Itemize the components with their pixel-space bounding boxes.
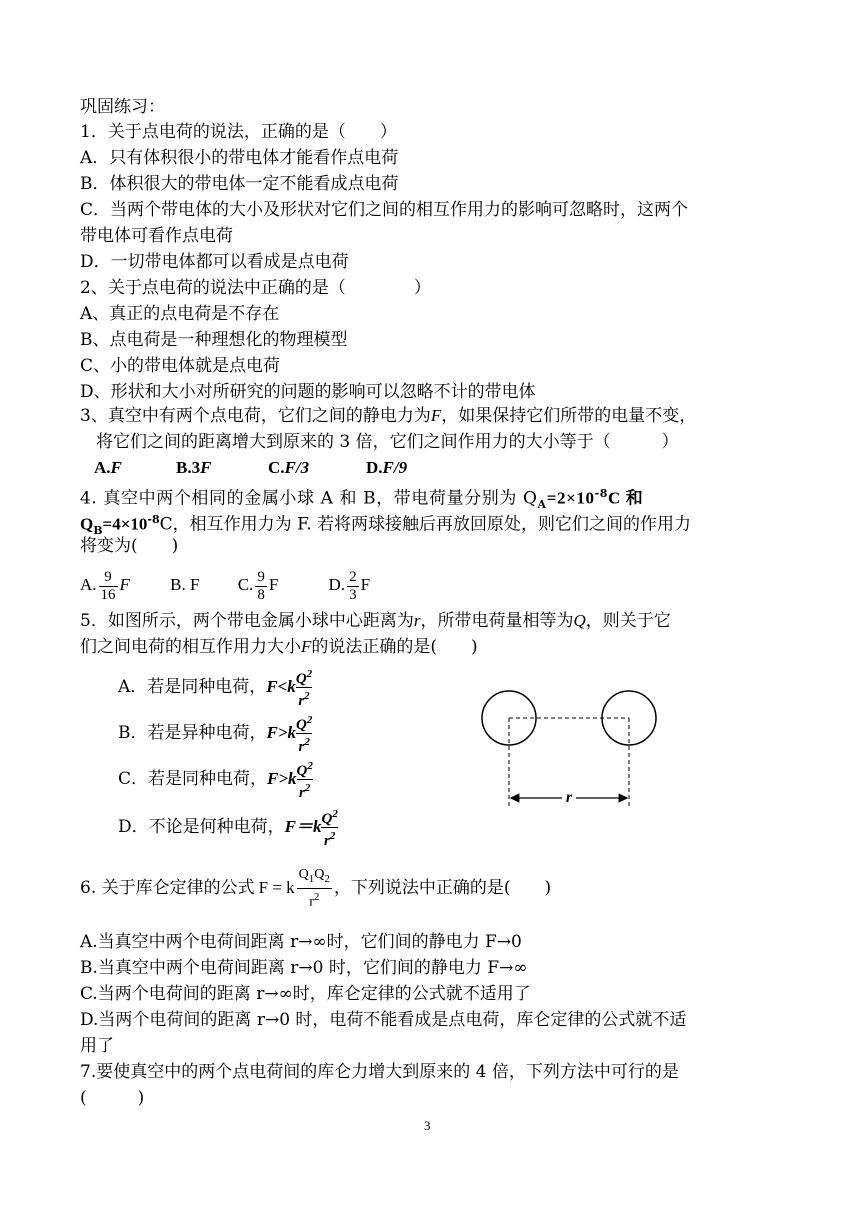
q4-c-label: C. [237,575,254,594]
q5-b-fraction [296,712,312,755]
q1-stem: 1．关于点电荷的说法，正确的是（ ） [80,122,397,142]
q5-stem-b: ，所带电荷量相等为 [420,611,574,631]
q5-c-text: C．若是同种电荷， [118,769,268,789]
q3-b-value: F [200,458,212,477]
q2-option-a: A、真正的点电荷是不存在 [80,304,280,324]
q5-d-num: Q [321,811,333,827]
q3-stem-line2: 将它们之间的距离增大到原来的 3 倍，它们之间作用力的大小等于（ ） [96,432,679,452]
q4-a-fraction [99,569,118,604]
q5-d-rel: F＝k [284,817,322,836]
q2-option-b: B、点电荷是一种理想化的物理模型 [80,330,348,350]
q5-c-num: Q [296,763,308,779]
q5-a-den: r [298,693,305,709]
q5-c-den: r [299,785,305,801]
q7-stem-line1: 7.要使真空中的两个点电荷间的库仑力增大到原来的 4 倍，下列方法中可行的是 [80,1062,679,1082]
q5-a-fraction [296,666,312,709]
q4-a-label: A. [80,575,97,594]
q5-b-num-exp: 2 [306,714,313,726]
q5-b-num: Q [296,717,307,733]
q5-c-rel: F>k [267,769,297,788]
q4-a-den: 16 [100,586,116,603]
q5-c-num-exp: 2 [307,760,313,772]
q4-options [80,565,370,605]
q6-num-q1: Q [298,867,309,883]
q4-stem-text: 4. 真空中两个相同的金属小球 A 和 B，带电荷量分别为 Q [80,488,538,509]
q4-unit-a: C 和 [607,488,644,508]
q2-stem: 2、关于点电荷的说法中正确的是（ ） [80,278,431,298]
q5-var-q: Q [573,611,586,630]
q5-d-den: r [323,833,330,849]
q4-sub-b: B [93,524,103,538]
q5-option-b [118,712,313,755]
q7-stem-line2: ( ) [80,1088,145,1108]
q6-den-exp: 2 [313,891,320,904]
q6-option-d-line1: D.当两个电荷间的距离 r→0 时，电荷不能看成是点电荷，库仑定律的公式就不适 [80,1010,687,1030]
q5-stem-a: 5．如图所示，两个带电金属小球中心距离为 [80,611,414,631]
q4-value-b: =4×10 [102,514,148,534]
q4-q-b: Q [80,514,94,534]
q6-stem-a: 6. 关于库仑定律的公式 [80,878,255,898]
q4-c-f: F [268,575,279,594]
q6-formula-lhs: F = k [258,878,295,897]
q4-c-fraction [255,569,267,604]
q5-b-text: B．若是异种电荷， [118,723,267,743]
q5-d-fraction [321,806,337,849]
q3-d-label: D. [366,458,383,477]
q5-a-num: Q [295,671,307,687]
q4-sub-a: A [537,498,547,512]
q5-option-a [118,666,313,709]
q5-a-rel: F<k [266,677,296,696]
q4-d-label: D. [328,575,346,594]
q5-stem-line1 [80,611,671,631]
q6-option-b: B.当真空中两个电荷间距离 r→0 时，它们间的静电力 F→∞ [80,958,528,978]
q5-a-den-exp: 2 [304,690,310,702]
q5-d-den-exp: 2 [329,830,336,842]
q1-option-c-line2: 带电体可看作点电荷 [80,226,233,246]
q4-d-den: 3 [349,586,357,603]
q3-option-a [94,458,122,478]
q6-num-sub1: 1 [308,873,315,886]
q4-exp-b: -8 [147,513,160,526]
q4-option-c [237,568,279,603]
q5-option-d [118,806,338,849]
two-spheres-figure [470,680,670,810]
q3-d-value: F/9 [382,458,408,477]
distance-label: r [565,789,573,806]
q4-option-b: B. F [170,575,200,594]
q5-var-f: F [301,637,312,656]
q3-b-label: B.3 [176,458,201,477]
q5-c-fraction [297,758,313,801]
q3-a-label: A. [94,458,111,477]
q1-option-d: D．一切带电体都可以看成是点电荷 [80,252,349,272]
q4-d-f: F [360,575,371,594]
q1-option-c-line1: C．当两个带电体的大小及形状对它们之间的相互作用力的影响可忽略时，这两个 [80,200,689,220]
section-title: 巩固练习： [80,97,165,117]
q5-d-num-exp: 2 [332,808,338,820]
q1-option-b: B．体积很大的带电体一定不能看成点电荷 [80,174,399,194]
q5-a-text: A．若是同种电荷， [118,677,267,697]
q4-a-f: F [119,575,130,594]
q3-a-value: F [110,458,122,477]
q4-value-a: =2×10 [546,488,595,508]
q6-stem [80,866,551,910]
q6-stem-b: ，下列说法中正确的是( ) [333,878,552,898]
q4-c-den: 8 [257,586,265,603]
q4-stem-tail: C，相互作用力为 F. 若将两球接触后再放回原处，则它们之间的作用力 [159,514,692,535]
q5-b-den-exp: 2 [304,736,310,748]
q1-option-a: A．只有体积很小的带电体才能看作点电荷 [80,148,399,168]
q6-den-r: r [309,894,314,910]
q3-c-value: F/3 [284,458,310,477]
q6-option-d-line2: 用了 [80,1036,114,1056]
q5-d-text: D．不论是何种电荷， [118,817,285,837]
q3-option-c [268,458,309,478]
q5-b-den: r [298,739,305,755]
q6-num-sub2: 2 [324,873,330,886]
q6-formula-fraction [297,866,332,910]
q3-stem-line1 [80,406,696,426]
q4-option-a [80,568,130,603]
q5-stem-c: ，则关于它 [585,611,671,631]
q4-a-num: 9 [99,569,118,587]
q5-a-num-exp: 2 [306,668,313,680]
q3-stem-text: 3、真空中有两个点电荷，它们之间的静电力为 [80,406,431,426]
q3-var-f: F [430,406,442,425]
q4-c-num: 9 [257,568,265,585]
q5-stem-e: 的说法正确的是( ) [311,637,478,657]
q4-stem-line3: 将变为( ) [80,536,179,556]
q5-c-den-exp: 2 [304,782,311,794]
q5-var-r: r [413,611,421,630]
q3-c-label: C. [268,458,285,477]
q5-stem-line2 [80,637,478,657]
q3-option-d [366,458,407,478]
q6-option-a: A.当真空中两个电荷间距离 r→∞时，它们间的静电力 F→0 [80,932,522,952]
q4-d-num: 2 [349,568,357,585]
q3-option-b [176,458,211,478]
q3-stem-tail: ，如果保持它们所带的电量不变， [441,406,697,426]
q2-option-d: D、形状和大小对所研究的问题的影响可以忽略不计的带电体 [80,382,536,402]
q5-stem-d: 们之间电荷的相互作用力大小 [80,637,301,657]
q2-option-c: C、小的带电体就是点电荷 [80,356,281,376]
page-number: 3 [424,1118,431,1133]
q5-b-rel: F>k [266,723,297,742]
q4-option-d [328,568,371,603]
q6-option-c: C.当两个电荷间的距离 r→∞时，库仑定律的公式就不适用了 [80,984,531,1004]
q6-num-q2: Q [314,867,325,883]
q5-option-c [118,758,313,801]
q4-exp-a: -8 [594,487,608,500]
q4-d-fraction [347,569,359,604]
